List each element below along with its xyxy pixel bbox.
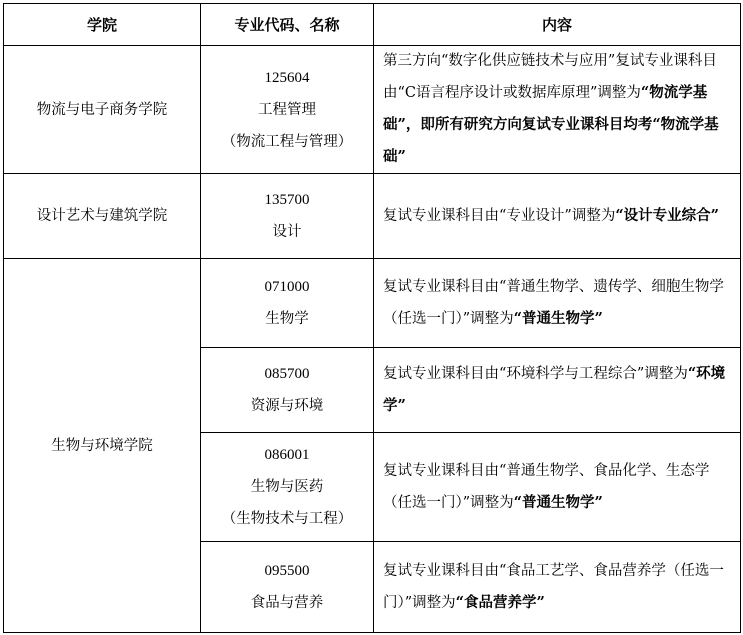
major-code: 095500 bbox=[264, 563, 310, 579]
content-cell bbox=[374, 46, 741, 174]
header-college: 学院 bbox=[4, 4, 201, 46]
major-cell bbox=[201, 348, 374, 433]
content-cell bbox=[374, 542, 741, 633]
content-bold-text: “普通生物学” bbox=[513, 309, 603, 327]
content-text: 复试专业课科目由“专业设计”调整为 bbox=[383, 208, 616, 224]
content-cell bbox=[374, 259, 741, 348]
major-code: 085700 bbox=[264, 366, 310, 382]
header-content: 内容 bbox=[374, 4, 741, 46]
major-cell bbox=[201, 542, 374, 633]
major-name: 设计 bbox=[272, 224, 302, 240]
header-row bbox=[4, 4, 741, 46]
content-bold-text: “设计专业综合” bbox=[615, 207, 720, 224]
header-major: 专业代码、名称 bbox=[201, 4, 374, 46]
major-name: 资源与环境 bbox=[250, 398, 324, 414]
table-row bbox=[4, 46, 741, 174]
content-text: 第三方向“数字化供应链技术与应用”复试专业课科目由“C语言程序设计或数据库原理”调整为 bbox=[383, 53, 717, 101]
content-text: 复试专业课科目由“食品工艺学、食品营养学（任选一门）”调整为 bbox=[383, 562, 724, 611]
major-cell bbox=[201, 174, 374, 259]
content-cell bbox=[374, 433, 741, 542]
major-direction: （物流工程与管理） bbox=[221, 133, 353, 150]
college-cell: 物流与电子商务学院 bbox=[4, 46, 201, 174]
major-code: 071000 bbox=[264, 279, 310, 295]
major-name: 生物与医药 bbox=[250, 479, 324, 495]
major-cell bbox=[201, 433, 374, 542]
content-text: 复试专业课科目由“普通生物学、遗传学、细胞生物学（任选一门）”调整为 bbox=[383, 278, 724, 327]
major-code: 086001 bbox=[264, 447, 310, 463]
major-cell bbox=[201, 259, 374, 348]
major-name: 生物学 bbox=[265, 311, 309, 327]
content-bold-text: “环境学” bbox=[383, 365, 726, 414]
adjustment-table bbox=[3, 3, 741, 633]
major-direction: （生物技术与工程） bbox=[221, 511, 353, 527]
major-cell bbox=[201, 46, 374, 174]
content-bold-text: “食品营养学” bbox=[455, 593, 545, 611]
content-bold-text: “普通生物学” bbox=[513, 493, 603, 511]
content-text: 复试专业课科目由“普通生物学、食品化学、生态学（任选一门）”调整为 bbox=[383, 462, 710, 511]
content-cell bbox=[374, 174, 741, 259]
college-cell: 设计艺术与建筑学院 bbox=[4, 174, 201, 259]
content-bold-text: “物流学基础”，即所有研究方向复试专业课科目均考“物流学基础” bbox=[383, 84, 719, 165]
major-code: 135700 bbox=[264, 192, 310, 208]
table-row bbox=[4, 174, 741, 259]
content-text: 复试专业课科目由“环境科学与工程综合”调整为 bbox=[383, 366, 688, 382]
table-row bbox=[4, 259, 741, 348]
major-name: 食品与营养 bbox=[250, 595, 324, 611]
content-cell bbox=[374, 348, 741, 433]
major-code: 125604 bbox=[264, 69, 310, 86]
major-name: 工程管理 bbox=[258, 101, 316, 118]
college-cell: 生物与环境学院 bbox=[4, 259, 201, 633]
